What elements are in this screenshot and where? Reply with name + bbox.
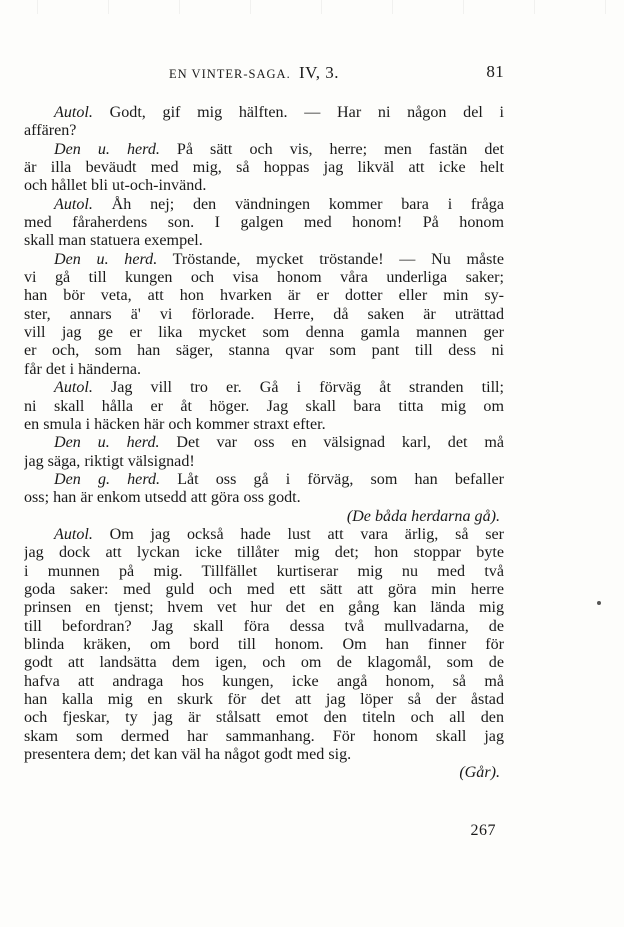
line-text: hafva att andraga hos kungen, icke angå honom, så må bbox=[24, 672, 504, 690]
text-line bbox=[24, 324, 504, 342]
text-line bbox=[24, 251, 504, 269]
text-line bbox=[24, 453, 504, 471]
line-text: Om jag också hade lust att vara ärlig, så ser bbox=[92, 525, 504, 543]
line-text: ster, annars ä' vi förlorade. Herre, då saken är uträttad bbox=[24, 305, 504, 323]
text-line bbox=[24, 709, 504, 727]
page-number: 81 bbox=[486, 62, 504, 81]
text-line bbox=[24, 287, 504, 305]
text-line bbox=[24, 361, 504, 379]
line-text: blinda kräken, om bord till honom. Om han finner för bbox=[24, 635, 504, 653]
text-line bbox=[24, 673, 504, 691]
line-text: får det i händerna. bbox=[24, 360, 142, 378]
text-line bbox=[24, 104, 504, 122]
line-text: han bör veta, att hon hvarken är er dotter eller min sy- bbox=[24, 287, 504, 305]
text-line bbox=[24, 177, 504, 195]
signature-mark: 267 bbox=[470, 822, 496, 839]
text-line bbox=[24, 746, 504, 764]
text-line bbox=[24, 232, 504, 250]
line-text: presentera dem; det kan väl ha något godt med sig. bbox=[24, 746, 352, 764]
text-line bbox=[24, 489, 504, 507]
line-text: med fåraherdens son. I galgen med honom! På honom bbox=[24, 214, 504, 232]
text-line bbox=[24, 141, 504, 159]
line-text: Jag vill tro er. Gå i förväg åt stranden till; bbox=[92, 379, 504, 397]
line-text: till befordran? Jag skall föra dessa två mullvadarna, de bbox=[24, 617, 504, 635]
stage-direction: (Går). bbox=[459, 764, 500, 782]
line-text: prinsen en tjenst; hvem vet hur det en gång kan lända mig bbox=[24, 599, 504, 617]
text-line bbox=[24, 342, 504, 360]
margin-mark bbox=[597, 601, 601, 605]
text-line bbox=[24, 214, 504, 232]
line-text: er och, som han säger, stanna qvar som pant till dess ni bbox=[24, 342, 504, 360]
text-line bbox=[24, 159, 504, 177]
text-line bbox=[24, 471, 504, 489]
text-line bbox=[24, 654, 504, 672]
text-line bbox=[24, 526, 504, 544]
line-text: skam som dermed har sammanhang. För honom skall jag bbox=[24, 727, 504, 745]
text-line bbox=[24, 563, 504, 581]
line-text: Tröstande, mycket tröstande! — Nu måste bbox=[157, 250, 504, 268]
page-header bbox=[24, 63, 504, 85]
speaker-name: Autol. bbox=[54, 379, 93, 397]
speaker-name: Den u. herd. bbox=[54, 140, 160, 158]
text-line bbox=[24, 581, 504, 599]
line-text: ni skall hålla er åt höger. Jag skall bara titta mig om bbox=[24, 397, 504, 415]
line-text: han kalla mig en skurk för det att jag löper så der åstad bbox=[24, 691, 504, 708]
body-text bbox=[24, 104, 504, 783]
speaker-name: Autol. bbox=[54, 104, 93, 121]
line-text: Låt oss gå i förväg, som han befaller bbox=[160, 470, 504, 488]
line-text: Det var oss en välsignad karl, det må bbox=[159, 434, 504, 452]
text-line bbox=[24, 416, 504, 434]
running-title bbox=[169, 63, 339, 83]
text-line bbox=[24, 379, 504, 397]
speaker-name: Autol. bbox=[54, 195, 93, 213]
line-text: Åh nej; den vändningen kommer bara i fråga bbox=[92, 195, 504, 213]
line-text: jag säga, riktigt välsignad! bbox=[24, 452, 195, 470]
stage-direction: (De båda herdarna gå). bbox=[346, 507, 500, 525]
line-text: vi gå till kungen och visa honom våra underliga saker; bbox=[24, 269, 504, 287]
act-scene: IV, 3. bbox=[298, 63, 339, 82]
line-text: oss; han är enkom utsedd att göra oss godt. bbox=[24, 489, 301, 507]
speaker-name: Den g. herd. bbox=[54, 470, 161, 488]
text-line bbox=[24, 434, 504, 452]
text-line bbox=[24, 122, 504, 140]
scan-edge-marks bbox=[0, 0, 624, 14]
line-text: Godt, gif mig hälften. — Har ni någon del i bbox=[92, 104, 504, 121]
line-text: På sätt och vis, herre; men fastän det bbox=[159, 140, 504, 158]
speaker-name: Den u. herd. bbox=[54, 250, 158, 268]
text-line bbox=[24, 398, 504, 416]
text-line bbox=[24, 544, 504, 562]
line-text: goda saker: med guld och med ett sätt att göra min herre bbox=[24, 580, 504, 598]
text-line bbox=[24, 636, 504, 654]
speaker-name: Autol. bbox=[54, 525, 93, 543]
line-text: en smula i häcken här och kommer straxt efter. bbox=[24, 415, 326, 433]
stage-direction-line bbox=[24, 764, 504, 782]
speaker-name: Den u. herd. bbox=[54, 434, 160, 452]
running-title-text: EN VINTER-SAGA. bbox=[169, 67, 291, 81]
line-text: vill jag ge er lika mycket som denna gamla mannen ger bbox=[24, 324, 504, 342]
line-text: är illa beväudt med mig, så hoppas jag likväl att icke helt bbox=[24, 159, 504, 177]
line-text: och hållet bli ut-och-invänd. bbox=[24, 177, 207, 195]
line-text: jag dock att lyckan icke tillåter mig det; hon stoppar byte bbox=[24, 544, 504, 562]
text-line bbox=[24, 306, 504, 324]
text-line bbox=[24, 691, 504, 709]
text-line bbox=[24, 196, 504, 214]
line-text: godt att landsätta dem igen, och om de klagomål, som de bbox=[24, 654, 504, 672]
line-text: i munnen på mig. Tillfället kurtiserar mig nu med två bbox=[24, 562, 504, 580]
text-line bbox=[24, 599, 504, 617]
text-line bbox=[24, 618, 504, 636]
text-line bbox=[24, 269, 504, 287]
line-text: skall man statuera exempel. bbox=[24, 232, 203, 250]
text-line bbox=[24, 728, 504, 746]
stage-direction-line bbox=[24, 508, 504, 526]
line-text: affären? bbox=[24, 122, 77, 140]
line-text: och fjeskar, ty jag är stålsatt emot den titeln och all den bbox=[24, 709, 504, 727]
